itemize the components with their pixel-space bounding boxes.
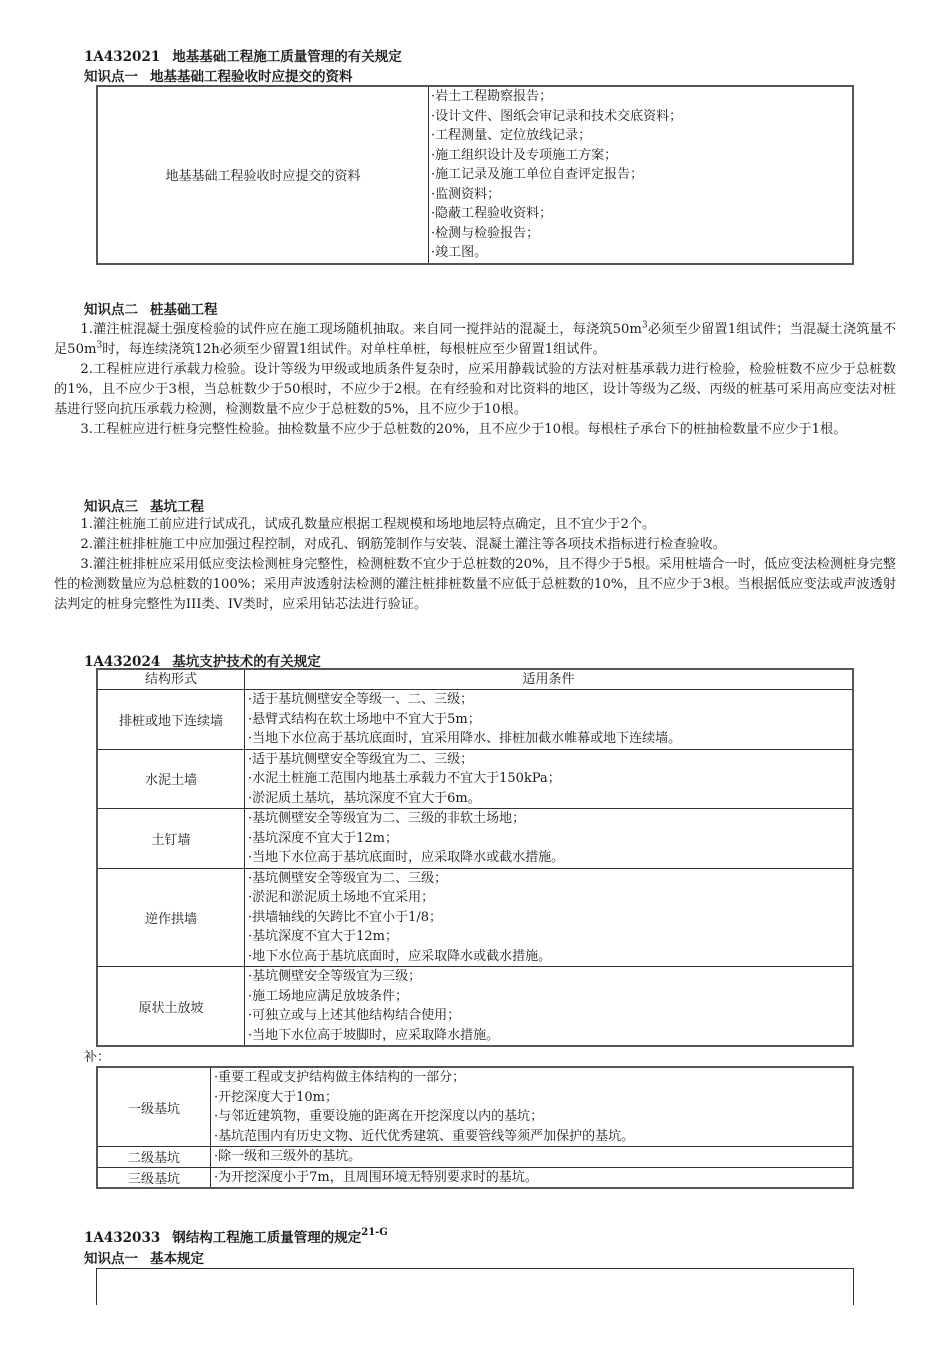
list-item: ·施工记录及施工单位自查评定报告； <box>431 167 644 182</box>
list-item: ·可独立或与上述其他结构结合使用； <box>248 1008 461 1023</box>
section-code: 1A432024 <box>84 654 161 670</box>
grade-conditions <box>211 1147 854 1168</box>
grade-conditions <box>211 1067 854 1147</box>
structure-name: 排桩或地下连续墙 <box>97 690 245 750</box>
paragraph <box>54 320 896 360</box>
structure-name: 逆作拱墙 <box>97 868 245 967</box>
grade-name: 一级基坑 <box>97 1067 211 1147</box>
list-item: ·基坑范围内有历史文物、近代优秀建筑、重要管线等须严加保护的基坑。 <box>214 1128 635 1144</box>
kp3-body <box>54 515 896 615</box>
conditions <box>245 749 854 809</box>
table-cell-items <box>429 86 854 264</box>
list-item: ·悬臂式结构在软土场地中不宜大于5m； <box>248 711 481 727</box>
table-row <box>97 690 853 750</box>
kp-label: 知识点一 <box>84 1251 138 1267</box>
conditions <box>245 967 854 1047</box>
superscript: 3 <box>96 340 103 351</box>
paragraph: 1.灌注桩施工前应进行试成孔，试成孔数量应根据工程规模和场地地层特点确定，且不宜少于2个。 <box>80 517 656 532</box>
kp-label: 知识点二 <box>84 302 138 318</box>
column-header: 适用条件 <box>245 669 854 690</box>
table-row <box>97 967 853 1047</box>
section-title: 钢结构工程施工质量管理的规定 <box>172 1230 362 1246</box>
structure-name: 水泥土墙 <box>97 749 245 809</box>
paragraph-text: 时，每连续浇筑12h必须至少留置1组试件。对单柱单桩，每根桩应至少留置1组试件。 <box>102 342 606 357</box>
kp-title: 桩基础工程 <box>150 302 218 318</box>
section-code: 1A432033 <box>84 1230 161 1246</box>
truncated-table <box>96 1268 854 1305</box>
paragraph: 3.工程桩应进行桩身完整性检验。抽检数量不应少于总桩数的20%，且不应少于10根。每根柱子承台下的桩抽检数量不应少于1根。 <box>80 422 847 437</box>
list-item: ·为开挖深度小于7m，且周围环境无特别要求时的基坑。 <box>214 1169 538 1185</box>
kp-title: 地基基础工程验收时应提交的资料 <box>150 69 353 85</box>
list-item: ·当地下水位高于基坑底面时，宜采用降水、排桩加截水帷幕或地下连续墙。 <box>248 731 682 746</box>
table-row <box>97 1167 853 1188</box>
margin-mark: 21-G <box>361 1226 388 1238</box>
list-item: ·当地下水位高于基坑底面时，应采取降水或截水措施。 <box>248 850 565 865</box>
kp2-heading <box>84 298 218 318</box>
conditions <box>245 868 854 967</box>
section-heading-1a432024 <box>84 650 321 670</box>
list-item: ·监测资料； <box>431 186 501 202</box>
paragraph-text: 1.灌注桩混凝土强度检验的试件应在施工现场随机抽取。来自同一搅拌站的混凝土，每浇筑50m <box>80 322 642 337</box>
knowledge-point-heading <box>84 1247 204 1267</box>
list-item: ·淤泥和淤泥质土场地不宜采用； <box>248 890 435 905</box>
table-row <box>97 809 853 869</box>
section-heading-1a432033 <box>84 1226 388 1246</box>
paragraph: 3.灌注桩排桩应采用低应变法检测桩身完整性，检测桩数不宜少于总桩数的20%，且不得少于5根。采用桩墙合一时，低应变法检测桩身完整性的检测数量应为总桩数的100%；采用声波透射法检测的灌注桩排桩数量不应低于总桩数的10%，且不应少于3根。当根据低应变法或声波透射法判定的桩身完整性为III类、IV类时，应采用钻芯法进行验证。 <box>54 557 896 612</box>
list-item: ·淤泥质土基坑，基坑深度不宜大于6m。 <box>248 790 481 806</box>
table-row <box>97 1067 853 1147</box>
table-row <box>97 1147 853 1168</box>
section-heading-1a432021 <box>84 45 402 65</box>
table-cell-name: 地基基础工程验收时应提交的资料 <box>97 86 429 264</box>
paragraph: 2.灌注桩排桩施工中应加强过程控制，对成孔、钢筋笼制作与安装、混凝土灌注等各项技术指标进行检查验收。 <box>80 537 726 552</box>
kp-title: 基坑工程 <box>150 499 204 515</box>
list-item: ·基坑侧壁安全等级宜为二、三级； <box>248 870 448 886</box>
list-item: ·岩土工程勘察报告； <box>431 89 553 104</box>
grade-name: 二级基坑 <box>97 1147 211 1168</box>
table-row <box>97 868 853 967</box>
section-code: 1A432021 <box>84 49 161 65</box>
list-item: ·工程测量、定位放线记录； <box>431 128 592 143</box>
kp3-heading <box>84 495 204 515</box>
list-item: ·与邻近建筑物，重要设施的距离在开挖深度以内的基坑； <box>214 1109 544 1124</box>
list-item: ·基坑深度不宜大于12m； <box>248 830 399 846</box>
kp2-body <box>54 320 896 440</box>
paragraph-text: 必须至少留置1组试件；当混凝土浇筑量不足50m <box>54 322 897 357</box>
conditions <box>245 690 854 750</box>
knowledge-point-heading <box>84 65 353 85</box>
list-item: ·适于基坑侧壁安全等级宜为二、三级； <box>248 751 474 767</box>
list-item: ·检测与检验报告； <box>431 225 540 241</box>
section-title: 地基基础工程施工质量管理的有关规定 <box>172 49 402 65</box>
list-item: ·基坑侧壁安全等级宜为二、三级的非软土场地； <box>248 811 526 826</box>
list-item: ·基坑侧壁安全等级宜为三级； <box>248 969 422 984</box>
supplement-label: 补： <box>84 1050 111 1065</box>
list-item: ·除一级和三级外的基坑。 <box>214 1149 362 1164</box>
section-title: 基坑支护技术的有关规定 <box>172 654 321 670</box>
list-item: ·当地下水位高于坡脚时，应采取降水措施。 <box>248 1027 500 1043</box>
structure-name: 土钉墙 <box>97 809 245 869</box>
list-item: ·地下水位高于基坑底面时，应采取降水或截水措施。 <box>248 948 552 964</box>
conditions <box>245 809 854 869</box>
pit-grade-table <box>96 1066 854 1189</box>
list-item: ·适于基坑侧壁安全等级一、二、三级； <box>248 692 474 707</box>
list-item: ·隐蔽工程验收资料； <box>431 206 553 221</box>
kp-label: 知识点一 <box>84 69 138 85</box>
list-item: ·施工场地应满足放坡条件； <box>248 988 409 1004</box>
kp-label: 知识点三 <box>84 499 138 515</box>
list-item: ·开挖深度大于10m； <box>214 1089 339 1105</box>
acceptance-materials-table <box>96 85 854 265</box>
list-item: ·施工组织设计及专项施工方案； <box>431 147 618 163</box>
list-item: ·重要工程或支护结构做主体结构的一部分； <box>214 1070 466 1085</box>
column-header: 结构形式 <box>97 669 245 690</box>
grade-conditions <box>211 1167 854 1188</box>
paragraph: 2.工程桩应进行承载力检验。设计等级为甲级或地质条件复杂时，应采用静载试验的方法对桩基承载力进行检验，检验桩数不应少于总桩数的1%，且不应少于3根，当总桩数少于50根时，不应少于2根。在有经验和对比资料的地区，设计等级为乙级、丙级的桩基可采用高应变法对桩基进行竖向抗压承载力检测，检测数量不应少于总桩数的5%，且不应少于10根。 <box>54 362 896 417</box>
superscript: 3 <box>641 320 648 331</box>
list-item: ·设计文件、图纸会审记录和技术交底资料； <box>431 108 683 124</box>
kp-title: 基本规定 <box>150 1251 204 1267</box>
structure-name: 原状土放坡 <box>97 967 245 1047</box>
support-structure-table <box>96 668 854 1047</box>
list-item: ·水泥土桩施工范围内地基土承载力不宜大于150kPa； <box>248 771 561 786</box>
table-row <box>97 749 853 809</box>
list-item: ·竣工图。 <box>431 245 488 260</box>
grade-name: 三级基坑 <box>97 1167 211 1188</box>
list-item: ·基坑深度不宜大于12m； <box>248 929 399 944</box>
list-item: ·拱墙轴线的矢跨比不宜小于1/8； <box>248 909 443 925</box>
